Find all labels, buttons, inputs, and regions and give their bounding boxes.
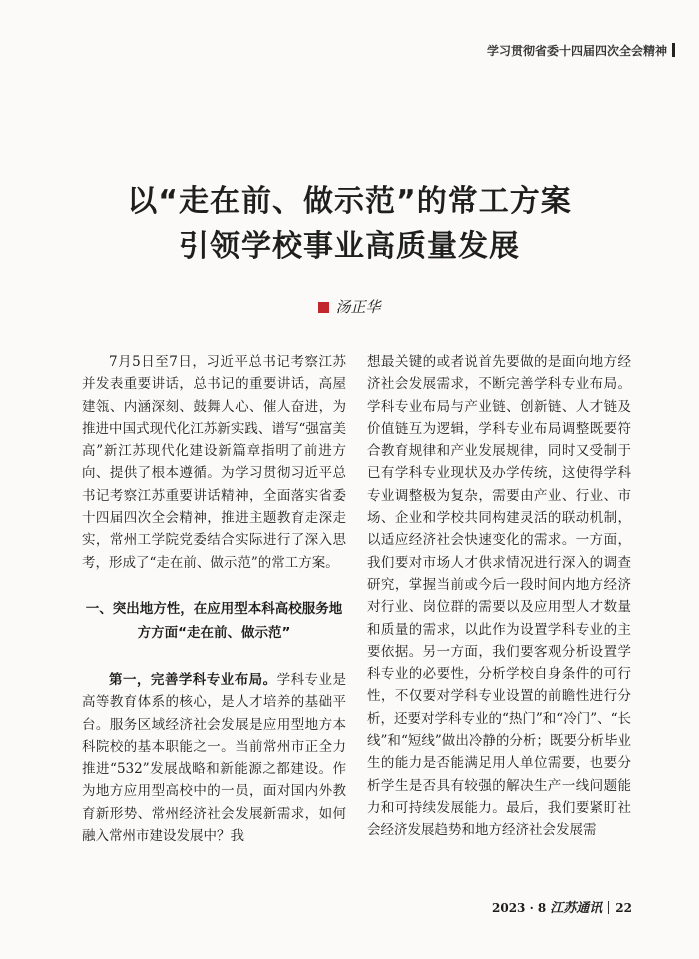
running-title: 学习贯彻省委十四届四次全会精神 — [486, 44, 667, 58]
paragraph-lead: 第一，完善学科专业布局。 — [109, 671, 277, 688]
author-marker-square — [318, 302, 329, 313]
paragraph-continued: 想最关键的或者说首先要做的是面向地方经济社会发展需求，不断完善学科专业布局。学科专业布局与产业链、创新链、人才链及价值链互为逻辑，学科专业布局调整既要符合教育规律和产业发展规律，同时又受制于已有学科专业现状及办学传统，这使得学科专业调整极为复杂，需要由产业、行业、市场、企业和学校共同构建灵活的联动机制，以适应经济社会快速变化的需求。一方面，我们要对市场人才供求情况进行深入的调查研究，掌握当前或今后一段时间内地方经济对行业、岗位群的需要以及应用型人才数量和质量的需求，以此作为设置学科专业的主要依据。另一方面，我们要客观分析设置学科专业的必要性，分析学校自身条件的可行性，不仅要对学科专业设置的前瞻性进行分析，还要对学科专业的“热门”和“冷门”、“长线”和“短线”做出冷静的分析；既要分析毕业生的能力是否能满足用人单位需要，也要分析学生是否具有较强的解决生产一线问题能力和可持续发展能力。最后，我们要紧盯社会经济发展趋势和地方经济社会发展需 — [367, 354, 632, 839]
author-name: 汤正华 — [335, 298, 381, 316]
paragraph-section1-first — [82, 669, 346, 847]
author-line — [0, 296, 699, 317]
paragraph-body: 学科专业是高等教育体系的核心，是人才培养的基础平台。服务区域经济社会发展是应用型地方本科院校的基本职能之一。当前常州市正全力推进“532”发展战略和新能源之都建设。作为地方应用型高校中的一员，面对国内外教育新形势、常州经济社会发展新需求，如何融入常州市建设发展中？我 — [82, 671, 346, 845]
magazine-name: 江苏通讯 — [550, 901, 603, 916]
issue-number: 2023 · 8 — [492, 901, 547, 915]
article-title-line1: 以“走在前、做示范”的常工方案 — [127, 184, 572, 219]
article-title-line2: 引领学校事业高质量发展 — [179, 229, 520, 264]
left-column — [82, 351, 346, 847]
header-bar — [672, 43, 675, 57]
section-heading-1: 一、突出地方性，在应用型本科高校服务地方方面“走在前、做示范” — [85, 600, 343, 641]
page-number: 22 — [615, 901, 632, 915]
paragraph-intro: 7月5日至7日，习近平总书记考察江苏并发表重要讲话，总书记的重要讲话，高屋建瓴、内涵深刻、鼓舞人心、催人奋进，为推进中国式现代化江苏新实践、谱写“强富美高”新江苏现代化建设新篇章指明了前进方向、提供了根本遵循。为学习贯彻习近平总书记考察江苏重要讲话精神，全面落实省委十四届四次全会精神，推进主题教育走深走实，常州工学院党委结合实际进行了深入思考，形成了“走在前、做示范”的常工方案。 — [82, 354, 346, 571]
footer-separator — [608, 901, 609, 914]
page-footer — [0, 897, 632, 916]
running-header — [0, 42, 675, 59]
right-column — [367, 351, 631, 842]
